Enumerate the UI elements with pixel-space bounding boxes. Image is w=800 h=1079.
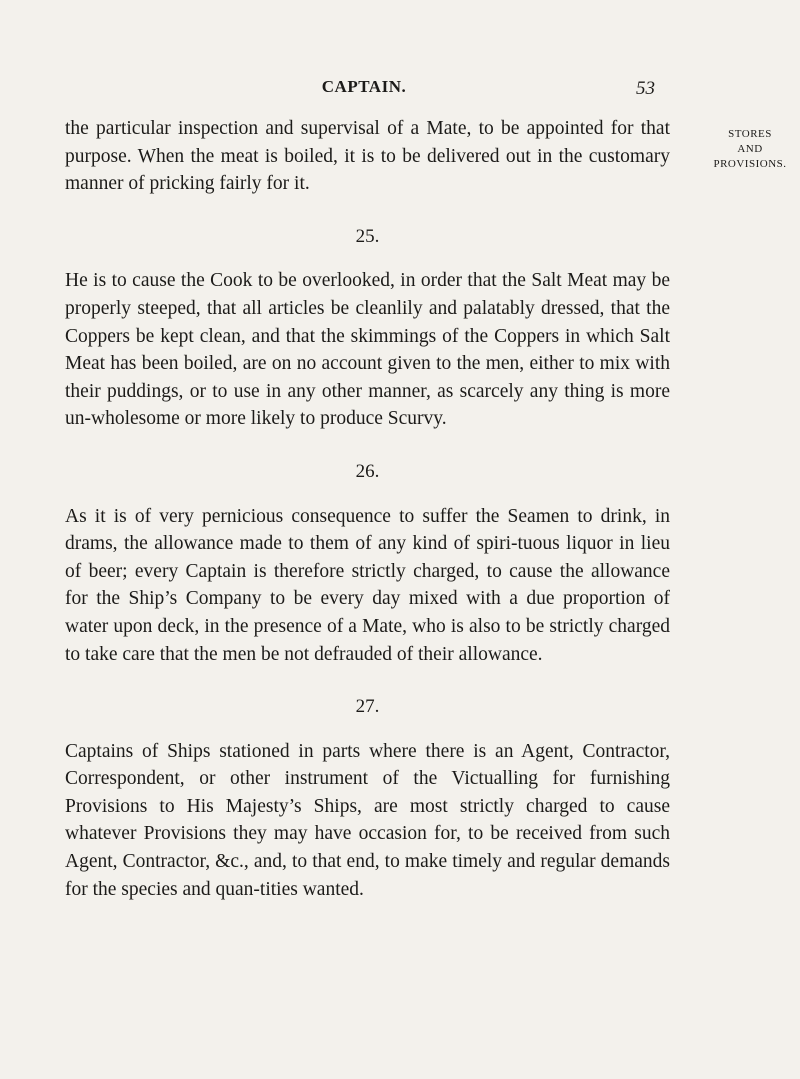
- section-paragraph-27: Captains of Ships stationed in parts where there is an Agent, Contractor, Correspondent, or other instrument of the Victualling for furnishing Provisions to His Majesty’s Ships, are most strictly charged to cause whatever Provisions they may have occasion for, to be received from such Agent, Contractor, &c., and, to that end, to make timely and regular demands for the species and quan-tities wanted.: [65, 740, 670, 900]
- margin-note-line: STORES: [728, 128, 772, 140]
- section-paragraph-26: As it is of very pernicious consequence to suffer the Seamen to drink, in drams, the allowance made to them of any kind of spiri-tuous liquor in lieu of beer; every Captain is therefore strictly charged, to cause the allowance for the Ship’s Company to be every day mixed with a due proportion of water upon deck, in the presence of a Mate, who is also to be strictly charged to take care that the men be not defrauded of their allowance.: [65, 505, 670, 665]
- running-title: CAPTAIN.: [321, 77, 407, 96]
- section-number-25: 25.: [355, 225, 380, 247]
- margin-note-line: AND: [737, 143, 763, 155]
- section-paragraph-25: He is to cause the Cook to be overlooked, in order that the Salt Meat may be properly steeped, that all articles be cleanlily and palatably dressed, that the Coppers be kept clean, and that the skimmings of the Coppers in which Salt Meat has been boiled, are on no account given to the men, either to mix with their puddings, or to use in any other manner, as scarcely any thing is more un-wholesome or more likely to produce Scurvy.: [65, 270, 670, 430]
- margin-note-line: PROVISIONS.: [713, 158, 787, 170]
- section-number-26: 26.: [355, 460, 380, 482]
- section-number-27: 27.: [355, 696, 380, 718]
- page-number: 53: [636, 78, 655, 99]
- body-text: [65, 115, 670, 903]
- margin-note: [707, 127, 793, 172]
- continuation-paragraph: the particular inspection and supervisal of a Mate, to be appointed for that purpose. When the meat is boiled, it is to be delivered out in the customary manner of pricking fairly for it.: [65, 118, 670, 195]
